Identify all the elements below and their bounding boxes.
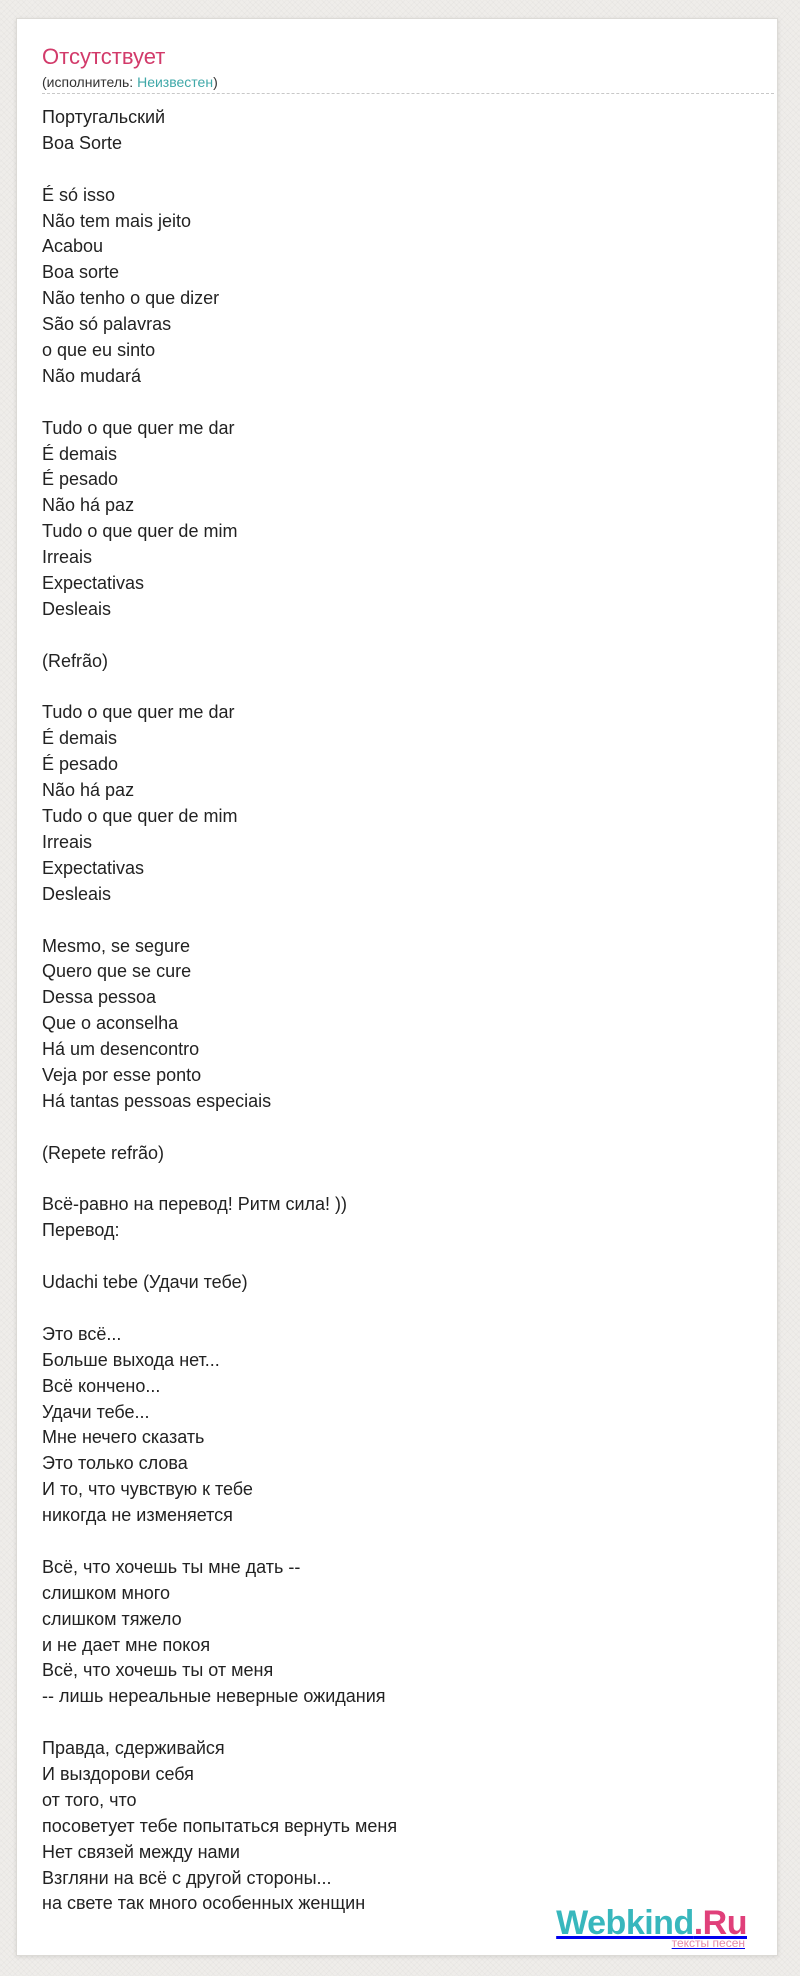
lyric-line: (Refrão) <box>42 650 109 671</box>
lyric-line: Irreais <box>42 831 93 852</box>
lyric-line: É demais <box>42 443 118 464</box>
lyrics-card <box>16 18 778 1956</box>
lyric-line: Não há paz <box>42 780 135 801</box>
lyric-line <box>42 390 762 416</box>
lyric-line: Больше выхода нет... <box>42 1349 220 1370</box>
lyric-line: И то, что чувствую к тебе <box>42 1479 253 1500</box>
lyric-line: от того, что <box>42 1789 137 1810</box>
lyric-line: Это всё... <box>42 1323 122 1344</box>
lyric-line <box>42 623 762 649</box>
lyric-line <box>42 1244 762 1270</box>
lyric-line: Desleais <box>42 883 112 904</box>
lyric-line: Boa Sorte <box>42 132 123 153</box>
song-title: Отсутствует <box>42 44 166 69</box>
lyric-line: Expectativas <box>42 573 145 594</box>
divider <box>42 93 774 94</box>
lyric-line: Это только слова <box>42 1453 188 1474</box>
lyric-line: слишком много <box>42 1582 170 1603</box>
lyric-line <box>42 1167 762 1193</box>
lyric-line: Tudo o que quer de mim <box>42 806 238 827</box>
lyric-line <box>42 908 762 934</box>
lyric-line: Não tenho o que dizer <box>42 288 220 309</box>
artist-suffix: ) <box>213 74 218 90</box>
logo-tagline: тексты песен <box>671 1936 745 1950</box>
lyric-line: Взгляни на всё с другой стороны... <box>42 1867 332 1888</box>
artist-line <box>42 73 218 91</box>
lyric-line: Удачи тебе... <box>42 1401 150 1422</box>
webkind-logo[interactable] <box>556 1905 747 1949</box>
lyric-line: Всё, что хочешь ты от меня <box>42 1660 274 1681</box>
artist-link[interactable]: Неизвестен <box>137 74 214 90</box>
lyric-line: Нет связей между нами <box>42 1841 240 1862</box>
lyric-line: Não tem mais jeito <box>42 210 192 231</box>
lyric-line: -- лишь нереальные неверные ожидания <box>42 1686 386 1707</box>
lyric-line: Udachi tebe (Удачи тебе) <box>42 1272 248 1293</box>
lyric-line: Não há paz <box>42 495 135 516</box>
lyric-line: o que eu sinto <box>42 340 156 361</box>
lyric-line: Veja por esse ponto <box>42 1064 202 1085</box>
lyric-line: Há tantas pessoas especiais <box>42 1090 272 1111</box>
lyric-line: (Repete refrão) <box>42 1142 165 1163</box>
lyric-line: Tudo o que quer de mim <box>42 521 238 542</box>
lyric-line: Правда, сдерживайся <box>42 1738 225 1759</box>
lyric-line: Quero que se cure <box>42 961 192 982</box>
lyric-line <box>42 157 762 183</box>
lyric-line: É demais <box>42 728 118 749</box>
lyric-line: Irreais <box>42 547 93 568</box>
lyric-line: Que o aconselha <box>42 1013 179 1034</box>
lyric-line: Перевод: <box>42 1220 120 1241</box>
lyric-line: É só isso <box>42 184 116 205</box>
lyric-line: Всё, что хочешь ты мне дать -- <box>42 1556 301 1577</box>
lyric-line: И выздорови себя <box>42 1764 194 1784</box>
lyric-line: Boa sorte <box>42 262 120 283</box>
lyric-line: Tudo o que quer me dar <box>42 417 235 438</box>
lyric-line: Tudo o que quer me dar <box>42 702 235 723</box>
lyric-line: É pesado <box>42 469 119 490</box>
lyric-line: посоветует тебе попытаться вернуть меня <box>42 1815 398 1836</box>
lyric-line: слишком тяжело <box>42 1608 182 1629</box>
lyric-line: Acabou <box>42 236 104 257</box>
lyric-line: Всё-равно на перевод! Ритм сила! )) <box>42 1194 347 1215</box>
lyric-line: и не дает мне покоя <box>42 1634 211 1655</box>
lyric-line: Dessa pessoa <box>42 987 157 1008</box>
lyrics-text <box>42 105 762 1917</box>
lyric-line: Não mudará <box>42 365 142 386</box>
lyric-line: Expectativas <box>42 857 145 878</box>
logo-ru: .Ru <box>693 1904 747 1942</box>
lyric-line: São só palavras <box>42 314 172 335</box>
lyric-line: Всё кончено... <box>42 1375 161 1396</box>
lyric-line: Mesmo, se segure <box>42 935 191 956</box>
lyric-line: Desleais <box>42 598 112 619</box>
lyric-line <box>42 1296 762 1322</box>
lyric-line: Há um desencontro <box>42 1039 200 1060</box>
artist-prefix: (исполнитель: <box>42 74 138 90</box>
lyric-line: никогда не изменяется <box>42 1505 233 1526</box>
lyric-line <box>42 1710 762 1736</box>
lyric-line <box>42 1115 762 1141</box>
lyric-line: Португальский <box>42 107 166 127</box>
lyric-line <box>42 1529 762 1555</box>
logo-web: Webkind <box>556 1904 694 1942</box>
lyric-line: Мне нечего сказать <box>42 1427 205 1448</box>
lyric-line: É pesado <box>42 754 119 775</box>
lyric-line: на свете так много особенных женщин <box>42 1893 366 1914</box>
lyric-line <box>42 675 762 701</box>
